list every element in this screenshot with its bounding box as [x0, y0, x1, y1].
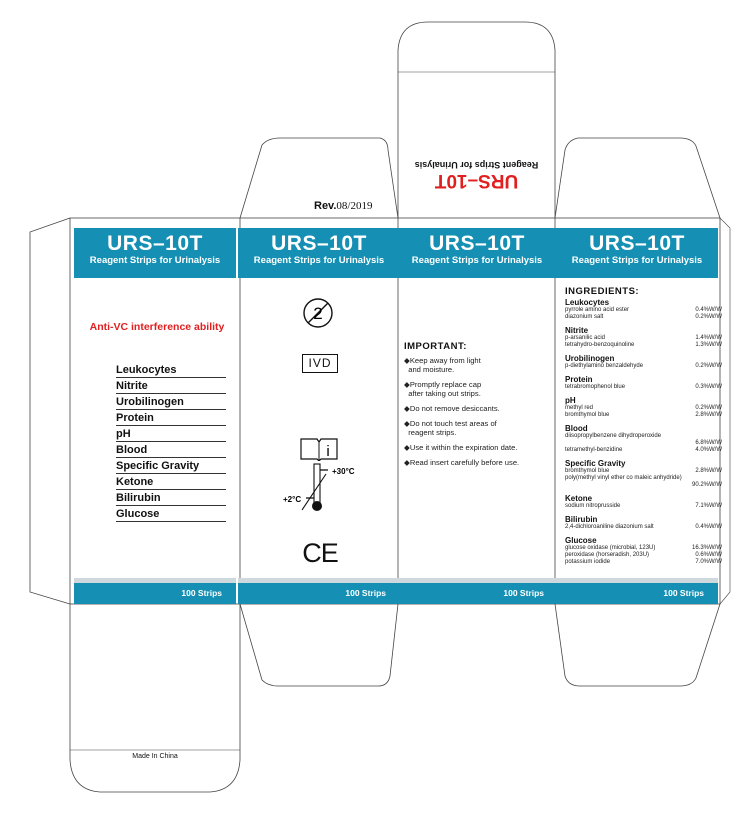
front-headline: Anti-VC interference ability — [89, 321, 225, 333]
ingredient-amount: 90.2%W/W — [691, 482, 722, 488]
ingredient-amount: 2.8%W/W — [695, 412, 722, 418]
important-item: ◆Read insert carefully before use. — [404, 458, 520, 467]
ingredient-name: glucose oxidase (microbial, 123U) — [565, 545, 656, 551]
ingredient-amount: 0.6%W/W — [695, 552, 722, 558]
test-item: Protein — [116, 412, 226, 426]
single-use-symbol — [301, 296, 335, 330]
ingredient-name: methyl red — [565, 405, 594, 411]
test-item: Specific Gravity — [116, 460, 226, 474]
ingredient-group-name: Glucose — [565, 536, 597, 545]
product-subtitle: Reagent Strips for Urinalysis — [89, 255, 221, 266]
ingredient-amount: 2.8%W/W — [695, 468, 722, 474]
ingredient-amount: 0.2%W/W — [695, 314, 722, 320]
ingredient-group-name: Nitrite — [565, 326, 589, 335]
top-flap-product: URS–10T — [434, 170, 519, 191]
ingredients-heading: INGREDIENTS: — [565, 286, 640, 297]
ingredient-name: diisopropylbenzene dihydroperoxide — [565, 433, 662, 439]
ingredient-amount: 0.3%W/W — [695, 384, 722, 390]
ingredient-amount: 4.0%W/W — [695, 447, 722, 453]
ivd-symbol — [302, 354, 338, 373]
ingredient-amount: 0.4%W/W — [695, 524, 722, 530]
ingredient-name: tetrabromophenol blue — [565, 384, 626, 390]
product-subtitle: Reagent Strips for Urinalysis — [571, 255, 703, 266]
ingredient-group-name: Protein — [565, 375, 593, 384]
ingredient-name: potassium iodide — [565, 559, 611, 565]
test-item: Urobilinogen — [116, 396, 226, 410]
ingredient-name: p-arsanilic acid — [565, 335, 606, 341]
product-subtitle: Reagent Strips for Urinalysis — [253, 255, 385, 266]
product-name: URS–10T — [429, 232, 525, 255]
ingredient-amount: 7.0%W/W — [695, 559, 722, 565]
strip-count: 100 Strips — [663, 588, 704, 598]
ingredient-amount: 0.2%W/W — [695, 405, 722, 411]
test-item: pH — [116, 428, 226, 442]
ingredient-name: pyrrole amino acid ester — [565, 307, 630, 313]
ingredient-group-name: Leukocytes — [565, 298, 610, 307]
important-item: ◆Do not touch test areas of reagent strips. — [404, 419, 497, 437]
ingredient-amount: 1.3%W/W — [695, 342, 722, 348]
ingredient-name: bromthymol blue — [565, 468, 610, 474]
ingredient-amount: 7.1%W/W — [695, 503, 722, 509]
ingredient-name: bromthymol blue — [565, 412, 610, 418]
title-band-1 — [74, 228, 236, 278]
bottom-dust-flap-right — [555, 604, 720, 686]
ingredient-name: peroxidase (horseradish, 203U) — [565, 552, 650, 558]
ingredient-group-name: Urobilinogen — [565, 354, 615, 363]
product-name: URS–10T — [589, 232, 685, 255]
important-item: ◆Do not remove desiccants. — [404, 404, 500, 413]
bottom-tuck-flap — [70, 604, 240, 792]
important-heading: IMPORTANT: — [404, 341, 467, 352]
made-in-label: Made In China — [132, 753, 178, 760]
title-band-4 — [556, 228, 718, 278]
important-item: ◆Use it within the expiration date. — [404, 443, 518, 452]
test-item: Blood — [116, 444, 226, 458]
strip-count: 100 Strips — [503, 588, 544, 598]
ingredient-name: diazonium salt — [565, 314, 604, 320]
rev-prefix: Rev. — [314, 200, 337, 212]
test-item: Nitrite — [116, 380, 226, 394]
ingredient-group-name: Bilirubin — [565, 515, 598, 524]
ingredient-group-name: Blood — [565, 424, 588, 433]
important-item: ◆Keep away from light and moisture. — [404, 356, 481, 374]
glue-flap — [30, 218, 70, 604]
ingredient-name: tetrahydro-benzoquinoline — [565, 342, 635, 348]
bottom-dust-flap-left — [240, 604, 398, 686]
temp-high: +30°C — [332, 467, 355, 476]
info-letter: i — [326, 443, 330, 460]
temp-low: +2°C — [283, 495, 302, 504]
strip-count: 100 Strips — [181, 588, 222, 598]
revision-label — [314, 200, 372, 212]
test-item: Ketone — [116, 476, 226, 490]
ingredient-amount: 1.4%W/W — [695, 335, 722, 341]
test-item: Leukocytes — [116, 364, 226, 378]
product-subtitle: Reagent Strips for Urinalysis — [411, 255, 543, 266]
top-flap-title — [398, 160, 555, 190]
ingredient-amount: 0.2%W/W — [695, 363, 722, 369]
ingredient-amount: 6.8%W/W — [695, 440, 722, 446]
top-flap-subtitle: Reagent Strips for Urinalysis — [414, 160, 539, 170]
test-item: Glucose — [116, 508, 226, 522]
title-band-3 — [396, 228, 558, 278]
ingredient-group-name: Specific Gravity — [565, 459, 626, 468]
test-item: Bilirubin — [116, 492, 226, 506]
ingredient-amount: 16.3%W/W — [691, 545, 722, 551]
ingredient-name: tetramethyl-benzidine — [565, 447, 623, 453]
ingredient-name: poly(methyl vinyl ether co maleic anhydride) — [565, 475, 682, 481]
footer-band-4 — [556, 583, 718, 604]
ce-mark: CE — [302, 538, 338, 568]
ivd-label: IVD — [308, 356, 332, 370]
temperature-limit-icon — [280, 458, 360, 518]
ingredient-name: sodium nitroprusside — [565, 503, 621, 509]
rev-date: 08/2019 — [336, 200, 373, 212]
footer-band-2 — [238, 583, 400, 604]
dust-flap-right — [555, 138, 720, 218]
ingredient-amount: 0.4%W/W — [695, 307, 722, 313]
product-name: URS–10T — [107, 232, 203, 255]
ingredient-name: p-diethylamino benzaldehyde — [565, 363, 644, 369]
ingredient-group-name: Ketone — [565, 494, 593, 503]
product-name: URS–10T — [271, 232, 367, 255]
footer-band-3 — [396, 583, 558, 604]
ingredient-name: 2,4-dichloroaniline diazonium salt — [565, 524, 654, 530]
footer-band-1 — [74, 583, 236, 604]
single-use-digit: 2 — [313, 304, 323, 323]
strip-count: 100 Strips — [345, 588, 386, 598]
ingredient-group-name: pH — [565, 396, 576, 405]
title-band-2 — [238, 228, 400, 278]
important-item: ◆Promptly replace cap after taking out strips. — [404, 380, 482, 398]
